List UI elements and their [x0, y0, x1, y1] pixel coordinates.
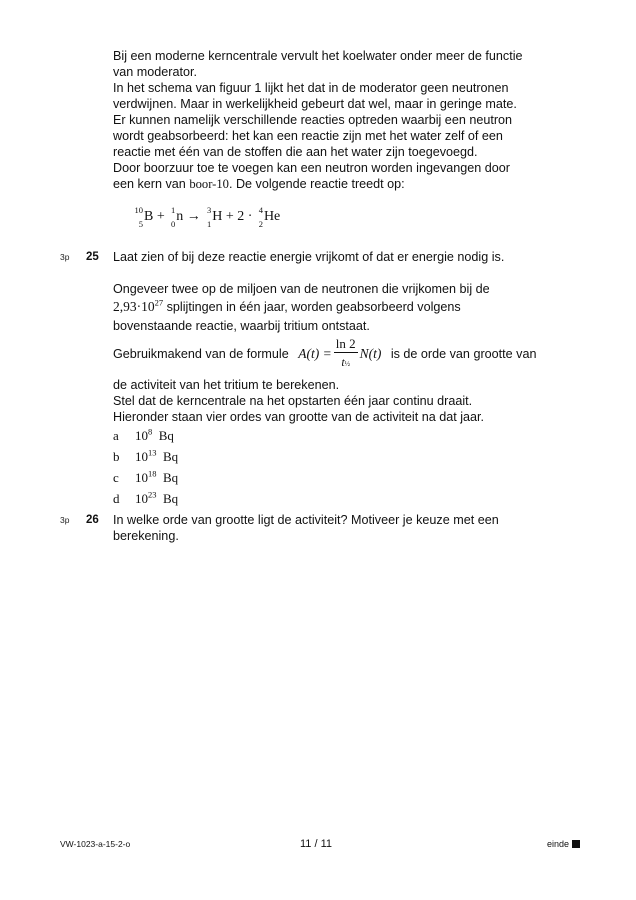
option-c: c $10^{18}$ Bq — [113, 468, 179, 485]
formula-rhs: N(t) — [359, 346, 382, 361]
footer-end-marker: einde — [547, 838, 580, 850]
nuclear-reaction-equation — [132, 205, 280, 229]
para2-line-3: bovenstaande reactie, waarbij tritium ontstaat. — [113, 319, 370, 333]
intro-line-9-post: . De volgende reactie treedt op: — [228, 177, 405, 191]
formula-post: is de orde van grootte van — [390, 347, 537, 361]
tritium-symbol: H — [212, 209, 223, 224]
formula-fraction — [334, 336, 358, 373]
intro-line-3: In het schema van figuur 1 lijkt het dat in de moderator geen neutronen — [113, 81, 509, 95]
q26-number: 26 — [86, 514, 99, 526]
para2-formula-line — [113, 334, 536, 374]
reaction-arrow: → — [186, 209, 201, 224]
intro-line-9 — [113, 176, 405, 192]
formula-denominator: t½ — [341, 355, 350, 370]
intro-line-1: Bij een moderne kerncentrale vervult het koelwater onder meer de functie — [113, 49, 523, 63]
fission-count: $2,93\cdot 10^{27}$ — [113, 297, 164, 314]
para2-line-5: de activiteit van het tritium te berekenen. — [113, 378, 340, 392]
element-boor-10: boor-10 — [189, 177, 229, 191]
para2-line-1: Ongeveer twee op de miljoen van de neutronen die vrijkomen bij de — [113, 282, 490, 296]
formula-lhs: A(t) = — [298, 346, 332, 361]
intro-line-4: verdwijnen. Maar in werkelijkheid gebeurt dat wel, maar in geringe mate. — [113, 97, 517, 111]
q26-line-1: In welke orde van grootte ligt de activiteit? Motiveer je keuze met een — [113, 513, 499, 527]
q25-text: Laat zien of bij deze reactie energie vrijkomt of dat er energie nodig is. — [113, 250, 505, 264]
para2-line-7: Hieronder staan vier ordes van grootte van de activiteit na dat jaar. — [113, 410, 485, 424]
para2-line-6: Stel dat de kerncentrale na het opstarten één jaar continu draait. — [113, 394, 473, 408]
q25-number: 25 — [86, 251, 99, 263]
tritium-numbers: 3 1 — [207, 205, 212, 229]
neutron-symbol: n — [176, 209, 184, 224]
q26-points: 3p — [60, 515, 70, 525]
helium-numbers: 4 2 — [258, 205, 263, 229]
para2-line-2 — [113, 299, 461, 315]
para2-line-2-post: splijtingen in één jaar, worden geabsorbeerd volgens — [166, 300, 461, 314]
intro-line-2: van moderator. — [113, 65, 198, 79]
formula-numerator: ln 2 — [335, 336, 356, 352]
boron-symbol: B — [144, 209, 154, 224]
q26-line-2: berekening. — [113, 529, 179, 543]
helium-symbol: He — [263, 209, 281, 224]
neutron-numbers: 1 0 — [171, 205, 176, 229]
boron-nuclide-numbers: 10 5 — [134, 205, 143, 229]
intro-line-5: Er kunnen namelijk verschillende reacties optreden waarbij een neutron — [113, 113, 513, 127]
plus-two-times: + 2 · — [225, 209, 253, 224]
intro-line-8: Door boorzuur toe te voegen kan een neutron worden ingevangen door — [113, 161, 510, 175]
footer-exam-code: VW-1023-a-15-2-o — [60, 839, 131, 849]
formula-intro: Gebruikmakend van de formule — [113, 347, 289, 361]
q25-points: 3p — [60, 252, 70, 262]
plus-sign: + — [156, 209, 165, 224]
option-b: b $10^{13}$ Bq — [113, 447, 179, 464]
end-square-icon — [572, 840, 580, 848]
intro-line-6: wordt geabsorbeerd: het kan een reactie zijn met het water zelf of een — [113, 129, 503, 143]
option-a: a $10^8$ Bq — [113, 426, 174, 443]
option-d: d $10^{23}$ Bq — [113, 489, 179, 506]
footer-page-number: 11 / 11 — [300, 838, 333, 850]
intro-line-7: reactie met één van de stoffen die aan het water zijn toegevoegd. — [113, 145, 478, 159]
intro-line-9-pre: een kern van — [113, 177, 190, 191]
